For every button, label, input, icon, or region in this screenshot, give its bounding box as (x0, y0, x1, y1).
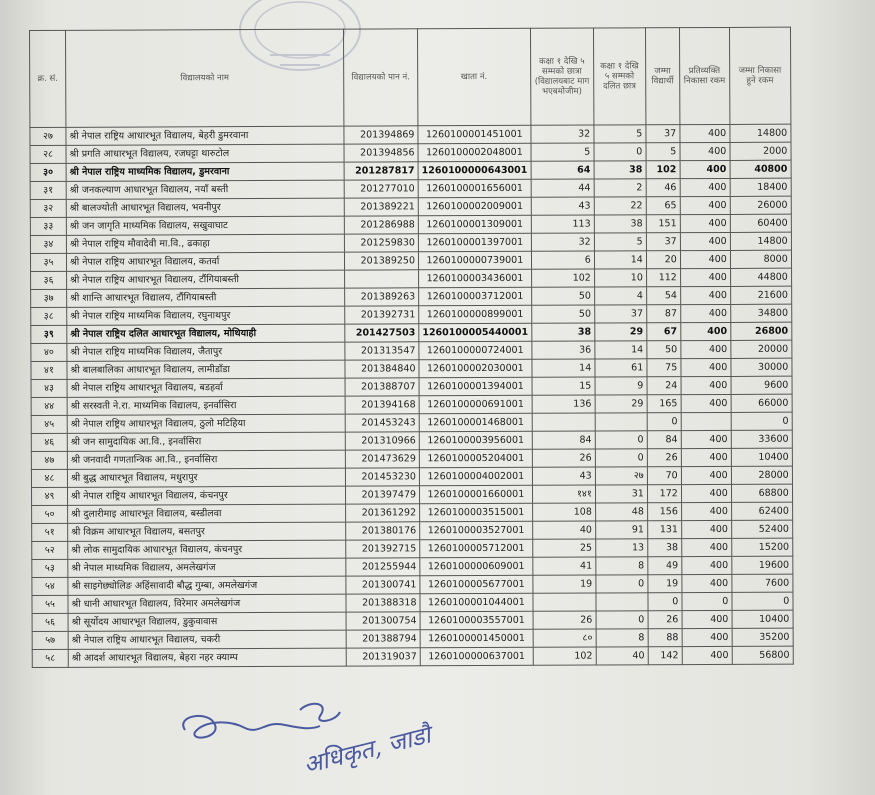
row-rate: 400 (682, 574, 732, 592)
row-total: 142 (648, 647, 682, 665)
row-dalit: 8 (596, 557, 648, 575)
row-serial: २७ (30, 127, 66, 145)
row-rate: 400 (681, 502, 731, 520)
row-account: 1260100005204001 (419, 449, 532, 467)
row-school-name: श्री जनवादी गणतान्त्रिक आ.वि., इनर्वासिरा (67, 450, 345, 469)
row-girls: 32 (531, 233, 594, 251)
row-serial: ३६ (31, 271, 67, 289)
row-school-name: श्री नेपाल राष्ट्रिय आधारभूत विद्यालय, कंचनपुर (67, 486, 345, 505)
row-amount: 35200 (732, 628, 793, 646)
row-school-name: श्री नेपाल राष्ट्रिय आधारभूत विद्यालय, ठुलो मटिहिया (67, 414, 345, 433)
row-girls (532, 413, 595, 431)
row-total: 84 (647, 431, 681, 449)
row-rate: 400 (682, 628, 732, 646)
row-total: 54 (646, 287, 680, 305)
header-total: जम्मा विद्यार्थी (645, 28, 679, 125)
row-amount: 10400 (732, 610, 793, 628)
row-pan: 201300741 (346, 576, 420, 594)
row-dalit: 8 (596, 629, 648, 647)
row-pan: 201388707 (345, 378, 419, 396)
row-rate: 400 (680, 268, 730, 286)
row-pan: 201397479 (345, 486, 419, 504)
header-rate: प्रतिव्यक्ति निकासा रकम (679, 27, 729, 124)
row-account: 1260100000739001 (418, 251, 531, 269)
row-pan: 201319037 (346, 648, 420, 666)
row-pan: 201259830 (344, 234, 418, 252)
row-rate: 400 (682, 610, 732, 628)
row-girls (533, 593, 596, 611)
row-rate: 400 (681, 520, 731, 538)
row-total: 49 (648, 557, 682, 575)
row-amount: 26000 (730, 196, 791, 214)
row-girls: 136 (532, 395, 595, 413)
row-amount: 14800 (730, 232, 791, 250)
row-serial: ३० (30, 163, 66, 181)
row-girls: 102 (533, 647, 596, 665)
row-account: 1260100000899001 (419, 305, 532, 323)
row-serial: ५७ (32, 631, 68, 649)
row-amount: 10400 (731, 448, 792, 466)
row-serial: ३४ (30, 235, 66, 253)
row-dalit: 4 (594, 287, 646, 305)
row-total: 37 (646, 125, 680, 143)
row-serial: ३९ (31, 325, 67, 343)
row-serial: ५० (32, 505, 68, 523)
row-girls: 40 (532, 521, 595, 539)
row-dalit: 0 (595, 449, 647, 467)
row-rate: 400 (680, 178, 730, 196)
row-rate: 400 (681, 322, 731, 340)
row-rate: 400 (681, 394, 731, 412)
row-school-name: श्री आदर्श आधारभूत विद्यालय, बेहरा नहर क्याम्प (68, 648, 346, 667)
row-serial: ५२ (32, 541, 68, 559)
row-account: 1260100001468001 (419, 413, 532, 431)
row-serial: ४५ (31, 415, 67, 433)
row-school-name: श्री सरस्वती ने.रा. माध्यमिक विद्यालय, इनर्वासिरा (67, 396, 345, 415)
row-account: 1260100003515001 (420, 503, 533, 521)
row-girls: 26 (532, 449, 595, 467)
row-amount: 18400 (730, 178, 791, 196)
row-school-name: श्री साइगेछ्योलिङ अहिंसावादी बौद्ध गुम्बा, अमलेखगंज (68, 576, 346, 595)
row-total: 19 (648, 575, 682, 593)
row-total: 37 (646, 233, 680, 251)
row-dalit: 14 (594, 251, 646, 269)
row-school-name: श्री नेपाल राष्ट्रिय माध्यमिक विद्यालय, जैतापुर (67, 342, 345, 361)
school-fund-table (29, 27, 794, 668)
table-body (30, 124, 793, 667)
row-school-name: श्री नेपाल राष्ट्रिय दलित आधारभूत विद्यालय, मोथियाही (67, 324, 345, 343)
row-school-name: श्री नेपाल माध्यमिक विद्यालय, अमलेखगंज (68, 558, 346, 577)
row-account: 1260100002048001 (418, 143, 531, 161)
row-serial: ५३ (32, 559, 68, 577)
row-dalit (595, 413, 647, 431)
row-rate: 400 (682, 556, 732, 574)
row-school-name: श्री नेपाल राष्ट्रिय आधारभूत विद्यालय, बडहर्वा (67, 378, 345, 397)
row-total: 65 (646, 197, 680, 215)
row-rate: 400 (681, 358, 731, 376)
row-amount: 44800 (730, 268, 791, 286)
row-account: 1260100004002001 (419, 467, 532, 485)
row-pan: 201473629 (345, 450, 419, 468)
row-rate: 400 (680, 142, 730, 160)
row-girls: 102 (531, 269, 594, 287)
row-school-name: श्री लोक सामुदायिक आधारभूत विद्यालय, कंचनपुर (68, 540, 346, 559)
row-dalit: 10 (594, 269, 646, 287)
row-amount: 30000 (731, 358, 792, 376)
row-rate: 400 (680, 232, 730, 250)
row-girls: 64 (531, 161, 594, 179)
row-serial: ४६ (31, 433, 67, 451)
row-girls: 36 (532, 341, 595, 359)
row-girls: १४१ (532, 485, 595, 503)
row-school-name: श्री प्रगति आधारभूत विद्यालय, रजघट्टा थारुटोल (66, 144, 344, 163)
table-header-row (30, 27, 791, 127)
row-total: 24 (647, 377, 681, 395)
row-amount: 66000 (731, 394, 792, 412)
row-dalit: 13 (595, 539, 647, 557)
row-rate: 400 (681, 466, 731, 484)
row-account: 1260100005712001 (420, 539, 533, 557)
table-row (32, 646, 793, 667)
row-total: 50 (647, 341, 681, 359)
row-account: 1260100001450001 (420, 629, 533, 647)
row-pan: 201394168 (345, 396, 419, 414)
row-school-name: श्री नेपाल राष्ट्रिय आधारभूत विद्यालय, कतर्वा (66, 252, 344, 271)
row-school-name: श्री नेपाल राष्ट्रिय मौवादेवी मा.वि., ढकाहा (66, 234, 344, 253)
row-girls: 41 (533, 557, 596, 575)
row-total: 112 (646, 269, 680, 287)
row-pan: 201384840 (345, 360, 419, 378)
row-amount: 9600 (731, 376, 792, 394)
row-pan: 201392731 (345, 306, 419, 324)
row-girls: 32 (531, 125, 594, 143)
row-school-name: श्री नेपाल राष्ट्रिय माध्यमिक विद्यालय, रघुनाथपुर (67, 306, 345, 325)
row-total: 172 (647, 485, 681, 503)
row-girls: 15 (532, 377, 595, 395)
row-dalit: 61 (595, 359, 647, 377)
row-girls: 38 (532, 323, 595, 341)
row-account: 1260100003436001 (419, 269, 532, 287)
row-rate: 400 (680, 304, 730, 322)
row-dalit: 22 (594, 197, 646, 215)
row-pan: 201394869 (344, 126, 418, 144)
row-total: 131 (647, 521, 681, 539)
row-total: 156 (647, 503, 681, 521)
row-rate: 400 (681, 448, 731, 466)
row-school-name: श्री विक्रम आधारभूत विद्यालय, बसतपुर (68, 522, 346, 541)
row-total: 5 (646, 143, 680, 161)
row-rate: 400 (680, 214, 730, 232)
row-amount: 0 (732, 592, 793, 610)
row-total: 20 (646, 251, 680, 269)
row-pan: 201286988 (344, 216, 418, 234)
row-rate: 400 (681, 484, 731, 502)
row-pan: 201380176 (346, 522, 420, 540)
row-school-name: श्री जनकल्याण आधारभूत विद्यालय, नयाँ बस्ती (66, 180, 344, 199)
row-account: 1260100001660001 (419, 485, 532, 503)
row-dalit: 37 (594, 305, 646, 323)
row-pan: 201310966 (345, 432, 419, 450)
header-girls: कक्षा १ देखि ५ सम्मको छात्रा (विद्यालयबाट माग भएबमोजीम) (530, 28, 593, 125)
row-girls: 14 (532, 359, 595, 377)
row-serial: ४८ (31, 469, 67, 487)
row-pan (345, 270, 419, 288)
row-dalit: 14 (595, 341, 647, 359)
signature-designation: अधिकृत, जाडौ (300, 720, 434, 780)
row-account: 1260100001397001 (418, 233, 531, 251)
row-amount: 0 (731, 412, 792, 430)
row-girls: 6 (531, 251, 594, 269)
row-girls: 50 (531, 305, 594, 323)
row-account: 1260100000691001 (419, 395, 532, 413)
row-pan: 201287817 (344, 162, 418, 180)
row-total: 0 (648, 593, 682, 611)
row-girls: 108 (532, 503, 595, 521)
row-amount: 21600 (730, 286, 791, 304)
row-account: 1260100003956001 (419, 431, 532, 449)
row-amount: 26800 (731, 322, 792, 340)
row-account: 1260100003527001 (420, 521, 533, 539)
row-rate: 400 (681, 340, 731, 358)
row-total: 0 (647, 413, 681, 431)
row-dalit: २७ (595, 467, 647, 485)
row-serial: ४१ (31, 361, 67, 379)
row-account: 1260100002009001 (418, 197, 531, 215)
row-rate: 400 (682, 646, 732, 664)
row-dalit: 0 (595, 431, 647, 449)
row-girls: 84 (532, 431, 595, 449)
row-amount: 62400 (731, 502, 792, 520)
row-serial: ३७ (31, 289, 67, 307)
row-amount: 52400 (731, 520, 792, 538)
row-pan: 201389221 (344, 198, 418, 216)
row-school-name: श्री बालबालिका आधारभूत विद्यालय, लामीडाँडा (67, 360, 345, 379)
row-rate: 0 (682, 592, 732, 610)
row-amount: 34800 (730, 304, 791, 322)
row-account: 1260100000724001 (419, 341, 532, 359)
row-rate: 400 (680, 160, 730, 178)
row-dalit: 38 (594, 161, 646, 179)
row-serial: ५५ (32, 595, 68, 613)
row-amount: 20000 (731, 340, 792, 358)
row-amount: 8000 (730, 250, 791, 268)
row-rate: 400 (681, 376, 731, 394)
row-account: 1260100005440001 (419, 323, 532, 341)
row-dalit: 9 (595, 377, 647, 395)
row-total: 165 (647, 395, 681, 413)
row-total: 46 (646, 179, 680, 197)
row-girls: 43 (532, 467, 595, 485)
row-total: 67 (647, 323, 681, 341)
row-school-name: श्री बुद्ध आधारभूत विद्यालय, मधुरापुर (67, 468, 345, 487)
row-pan: 201392715 (346, 540, 420, 558)
row-dalit: 2 (594, 179, 646, 197)
row-pan: 201394856 (344, 144, 418, 162)
header-pan: विद्यालयको पान नं. (343, 29, 417, 126)
row-pan: 201313547 (345, 342, 419, 360)
row-school-name: श्री नेपाल राष्ट्रिय आधारभूत विद्यालय, टौंगियाबस्ती (67, 270, 345, 289)
row-pan: 201427503 (345, 324, 419, 342)
row-account: 1260100003712001 (419, 287, 532, 305)
row-girls: 26 (533, 611, 596, 629)
row-dalit: 48 (595, 503, 647, 521)
row-dalit: 5 (594, 125, 646, 143)
row-school-name: श्री नेपाल राष्ट्रिय आधारभूत विद्यालय, बेहरी डुमरवाना (66, 126, 344, 145)
row-serial: २८ (30, 145, 66, 163)
row-amount: 7600 (732, 574, 793, 592)
row-serial: ५६ (32, 613, 68, 631)
row-amount: 33600 (731, 430, 792, 448)
row-dalit: 0 (596, 611, 648, 629)
row-serial: ४० (31, 343, 67, 361)
row-pan: 201389263 (345, 288, 419, 306)
row-account: 1260100002030001 (419, 359, 532, 377)
row-pan: 201361292 (346, 504, 420, 522)
row-account: 1260100001309001 (418, 215, 531, 233)
row-total: 151 (646, 215, 680, 233)
row-pan: 201277010 (344, 180, 418, 198)
row-serial: ३५ (30, 253, 66, 271)
row-dalit: 31 (595, 485, 647, 503)
row-dalit: 0 (596, 575, 648, 593)
row-dalit: 5 (594, 233, 646, 251)
row-dalit: 29 (595, 323, 647, 341)
row-rate: 400 (680, 286, 730, 304)
row-total: 38 (647, 539, 681, 557)
row-account: 1260100001394001 (419, 377, 532, 395)
row-serial: ५८ (32, 649, 68, 667)
row-serial: ३८ (31, 307, 67, 325)
row-girls: 44 (531, 179, 594, 197)
row-total: 75 (647, 359, 681, 377)
row-dalit: 38 (594, 215, 646, 233)
row-total: 87 (646, 305, 680, 323)
row-serial: ४९ (31, 487, 67, 505)
row-girls: 50 (531, 287, 594, 305)
row-serial: ४४ (31, 397, 67, 415)
row-school-name: श्री जन सामुदायिक आ.वि., इनर्वासिरा (67, 432, 345, 451)
row-serial: ४३ (31, 379, 67, 397)
row-pan: 201300754 (346, 612, 420, 630)
row-school-name: श्री नेपाल राष्ट्रिय आधारभूत विद्यालय, चकरी (68, 630, 346, 649)
row-girls: 19 (533, 575, 596, 593)
row-school-name: श्री शान्ति आधारभूत विद्यालय, टौंगियाबस्ती (67, 288, 345, 307)
row-rate (681, 412, 731, 430)
header-dalit: कक्षा १ देखि ५ सम्मको दलित छात्र (593, 28, 645, 125)
row-amount: 56800 (732, 646, 793, 664)
row-school-name: श्री सूर्योदय आधारभूत विद्यालय, डुकुवावास (68, 612, 346, 631)
row-pan: 201388794 (346, 630, 420, 648)
row-pan: 201389250 (344, 252, 418, 270)
row-dalit: 40 (596, 647, 648, 665)
row-pan: 201255944 (346, 558, 420, 576)
row-account: 1260100001044001 (420, 593, 533, 611)
row-pan: 201388318 (346, 594, 420, 612)
header-account: खाता नं. (417, 28, 530, 125)
row-pan: 201453243 (345, 414, 419, 432)
row-amount: 14800 (730, 124, 791, 142)
row-girls: 25 (532, 539, 595, 557)
row-amount: 15200 (731, 538, 792, 556)
row-total: 102 (646, 161, 680, 179)
row-total: 88 (648, 629, 682, 647)
row-girls: 113 (531, 215, 594, 233)
row-account: 1260100000609001 (420, 557, 533, 575)
row-rate: 400 (681, 538, 731, 556)
row-total: 26 (648, 611, 682, 629)
header-serial: क्र. सं. (30, 30, 66, 127)
row-amount: 28000 (731, 466, 792, 484)
row-school-name: श्री दुलारीमाइ आधारभूत विद्यालय, बस्डीलवा (68, 504, 346, 523)
row-account: 1260100001656001 (418, 179, 531, 197)
row-rate: 400 (680, 196, 730, 214)
row-account: 1260100003557001 (420, 611, 533, 629)
row-school-name: श्री जन जागृति माध्यमिक विद्यालय, सखुवाघाट (66, 216, 344, 235)
row-serial: ४७ (31, 451, 67, 469)
row-serial: ५१ (32, 523, 68, 541)
row-school-name: श्री बालज्योती आधारभूत विद्यालय, भवनीपुर (66, 198, 344, 217)
row-girls: 5 (531, 143, 594, 161)
row-rate: 400 (680, 250, 730, 268)
row-girls: 43 (531, 197, 594, 215)
row-serial: ३३ (30, 217, 66, 235)
row-dalit: 29 (595, 395, 647, 413)
row-girls: ८० (533, 629, 596, 647)
header-amount: जम्मा निकासा हुने रकम (729, 27, 790, 124)
row-rate: 400 (681, 430, 731, 448)
row-amount: 40800 (730, 160, 791, 178)
row-pan: 201453230 (345, 468, 419, 486)
row-total: 26 (647, 449, 681, 467)
row-serial: ५४ (32, 577, 68, 595)
row-school-name: श्री नेपाल राष्ट्रिय माध्यमिक विद्यालय, डुमरवाना (66, 162, 344, 181)
row-amount: 19600 (732, 556, 793, 574)
row-dalit: 91 (595, 521, 647, 539)
header-school-name: विद्यालयको नाम (66, 29, 344, 127)
row-account: 1260100001451001 (418, 125, 531, 143)
row-dalit (596, 593, 648, 611)
row-account: 1260100005677001 (420, 575, 533, 593)
row-serial: ३१ (30, 181, 66, 199)
row-amount: 2000 (730, 142, 791, 160)
row-serial: ३२ (30, 199, 66, 217)
row-total: 70 (647, 467, 681, 485)
row-account: 1260100000637001 (420, 647, 533, 665)
row-amount: 60400 (730, 214, 791, 232)
row-account: 1260100000643001 (418, 161, 531, 179)
row-school-name: श्री धानी आधारभूत विद्यालय, विरेमार अमलेखगंज (68, 594, 346, 613)
row-amount: 68800 (731, 484, 792, 502)
row-dalit: 0 (594, 143, 646, 161)
row-rate: 400 (680, 124, 730, 142)
